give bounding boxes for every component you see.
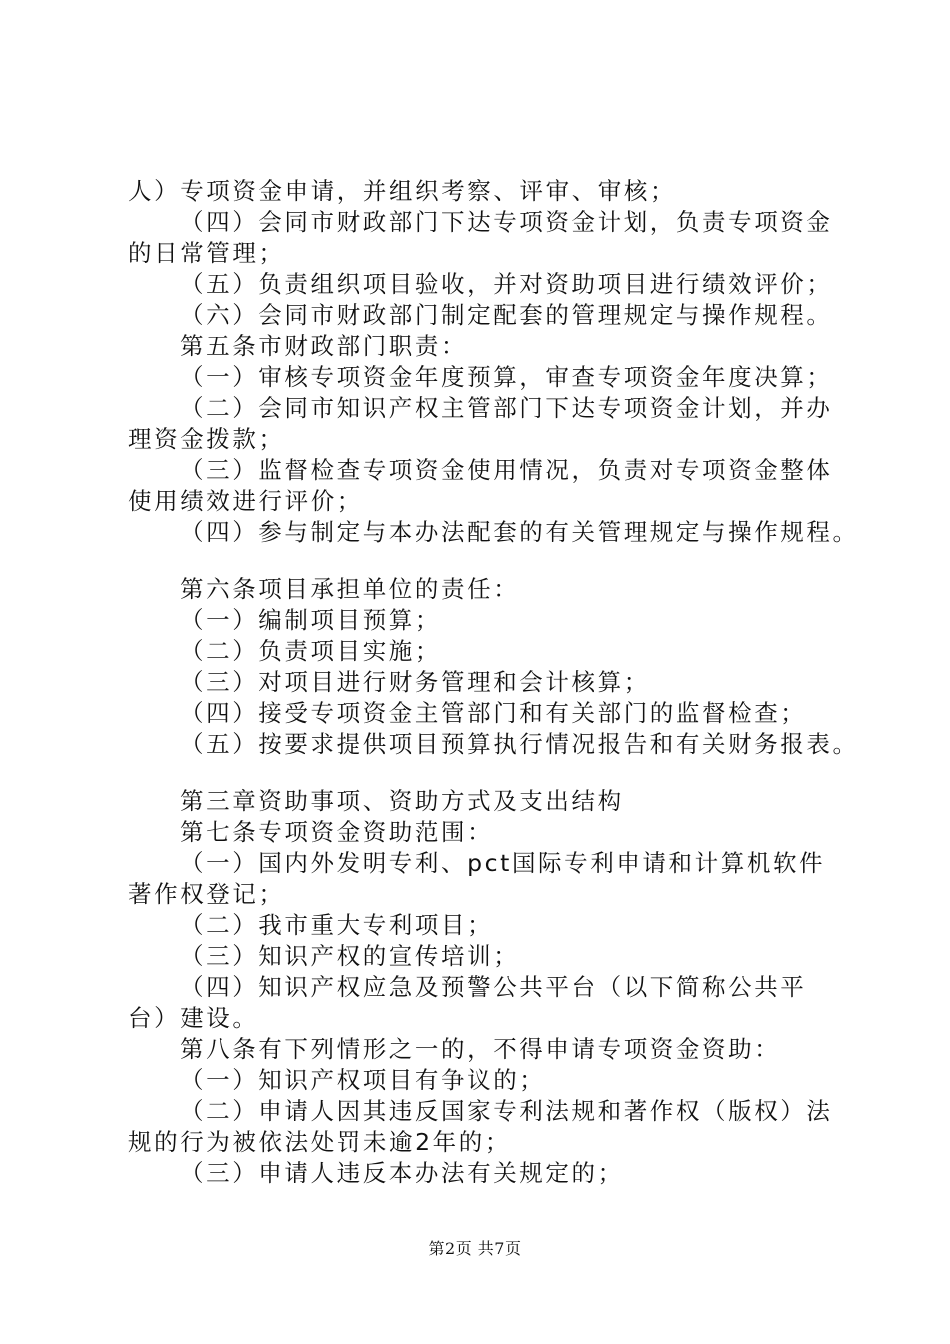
text-line: （三）知识产权的宣传培训； xyxy=(180,942,520,970)
text-line: 著作权登记； xyxy=(128,880,285,908)
text-line: 规的行为被依法处罚未逾2年的； xyxy=(128,1128,511,1156)
text-line: 理资金拨款； xyxy=(128,425,285,453)
text-line: （五）负责组织项目验收，并对资助项目进行绩效评价； xyxy=(180,270,833,298)
text-line: （三）对项目进行财务管理和会计核算； xyxy=(180,668,650,696)
text-line: （四）会同市财政部门下达专项资金计划，负责专项资金 xyxy=(180,208,833,236)
text-line: （五）按要求提供项目预算执行情况报告和有关财务报表。 xyxy=(180,730,859,758)
text-line: （二）申请人因其违反国家专利法规和著作权（版权）法 xyxy=(180,1097,833,1125)
text-line: （四）参与制定与本办法配套的有关管理规定与操作规程。 xyxy=(180,518,859,546)
text-line: （一）审核专项资金年度预算，审查专项资金年度决算； xyxy=(180,363,833,391)
page-footer: 第2页 共7页 xyxy=(428,1239,522,1258)
text-line: （三）申请人违反本办法有关规定的； xyxy=(180,1159,624,1187)
text-line: （四）知识产权应急及预警公共平台（以下简称公共平 xyxy=(180,973,807,1001)
text-line: 的日常管理； xyxy=(128,239,285,267)
text-line: （六）会同市财政部门制定配套的管理规定与操作规程。 xyxy=(180,301,833,329)
article-heading: 第五条市财政部门职责： xyxy=(180,332,468,360)
text-line: （一）国内外发明专利、pct国际专利申请和计算机软件 xyxy=(180,849,826,877)
text-line: （三）监督检查专项资金使用情况，负责对专项资金整体 xyxy=(180,456,833,484)
text-line: （一）知识产权项目有争议的； xyxy=(180,1066,546,1094)
article-heading: 第六条项目承担单位的责任： xyxy=(180,575,520,603)
text-line: （四）接受专项资金主管部门和有关部门的监督检查； xyxy=(180,699,807,727)
text-line: 台）建设。 xyxy=(128,1004,259,1032)
text-line: （二）我市重大专利项目； xyxy=(180,911,494,939)
text-line: （二）会同市知识产权主管部门下达专项资金计划，并办 xyxy=(180,394,833,422)
article-heading: 第八条有下列情形之一的，不得申请专项资金资助： xyxy=(180,1035,781,1063)
text-line: （二）负责项目实施； xyxy=(180,637,441,665)
text-line: 人）专项资金申请，并组织考察、评审、审核； xyxy=(128,177,677,205)
chapter-heading: 第三章资助事项、资助方式及支出结构 xyxy=(180,787,624,815)
text-line: （一）编制项目预算； xyxy=(180,606,441,634)
text-line: 使用绩效进行评价； xyxy=(128,487,363,515)
article-heading: 第七条专项资金资助范围： xyxy=(180,818,494,846)
